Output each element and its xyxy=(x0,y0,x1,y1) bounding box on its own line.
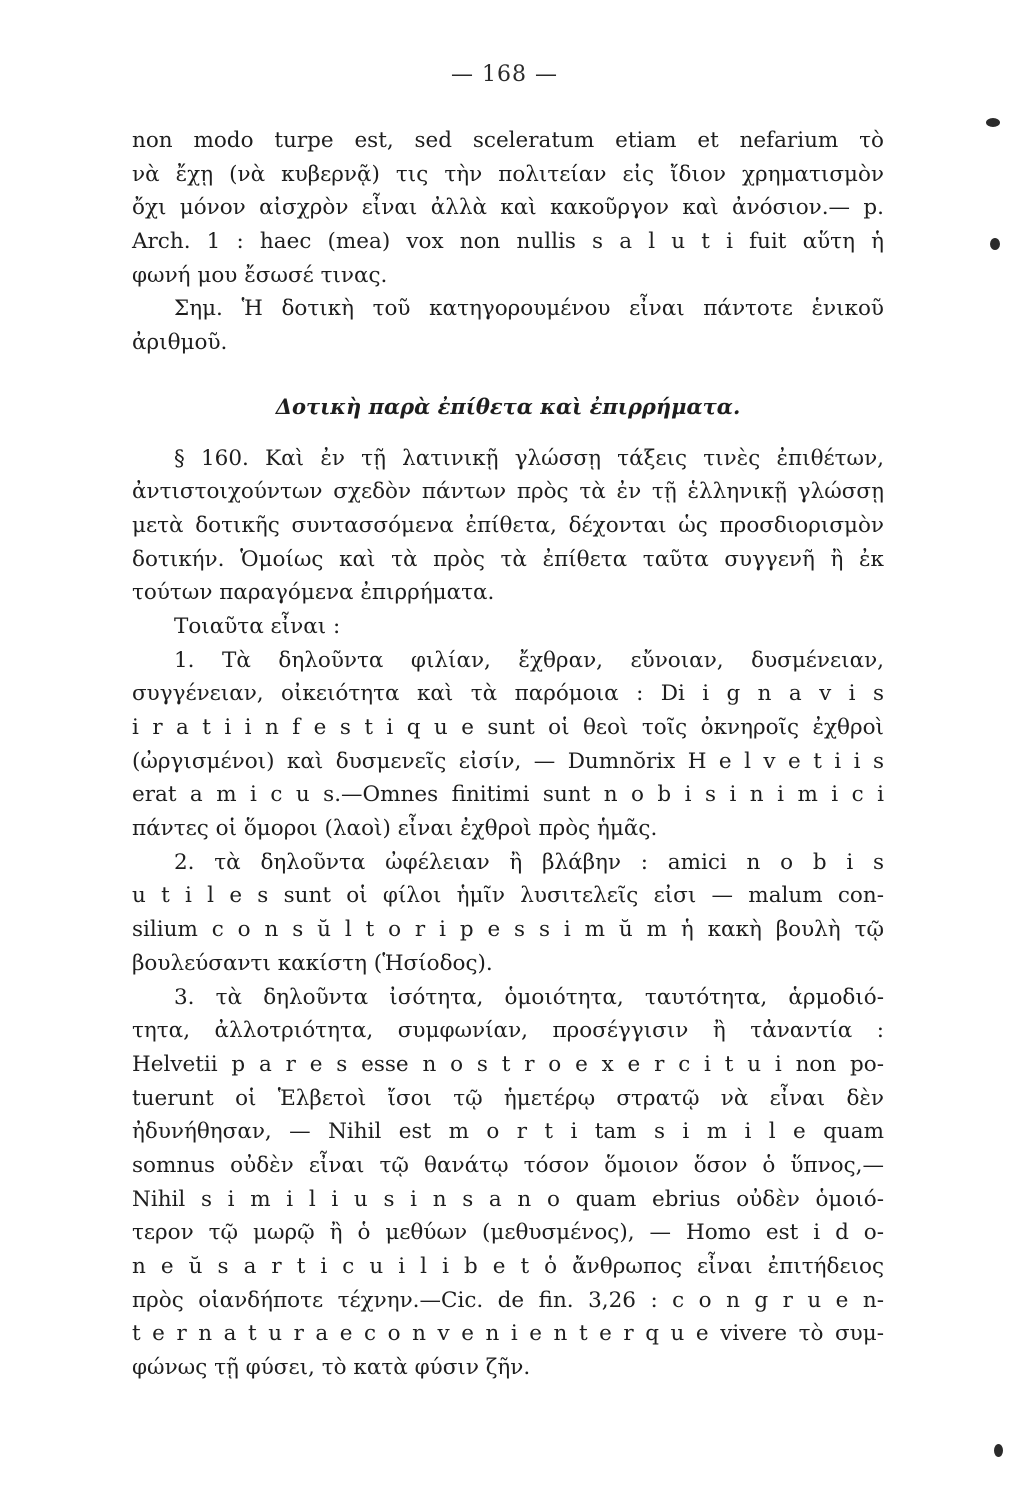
text-line: n e ŭ s a r t i c u i l i b e t ὁ ἄνθρωπος εἶναι ἐπιτήδειος xyxy=(132,1254,884,1279)
text-line: i r a t i i n f e s t i q u e sunt οἱ θεοὶ τοῖς ὀκνηροῖς ἐχθροὶ xyxy=(132,715,884,740)
text-line: δοτικήν. Ὁμοίως καὶ τὰ πρὸς τὰ ἐπίθετα ταῦτα συγγενῆ ἢ ἐκ xyxy=(132,546,884,572)
body-text xyxy=(132,124,884,1385)
scan-speck xyxy=(990,238,1000,250)
text-line: somnus οὐδὲν εἶναι τῷ θανάτῳ τόσον ὅμοιον ὅσον ὁ ὕπνος,— xyxy=(132,1152,884,1178)
text-line: ὄχι μόνον αἰσχρὸν εἶναι ἀλλὰ καὶ κακοῦργον καὶ ἀνόσιον.— p. xyxy=(132,195,884,221)
text-line: t e r n a t u r a e c o n v e n i e n t e r q u e vivere τὸ συμ- xyxy=(132,1321,884,1347)
text-line: συγγένειαν, οἰκειότητα καὶ τὰ παρόμοια : Di i g n a v i s xyxy=(132,681,884,707)
text-line: ἠδυνήθησαν, — Nihil est m o r t i tam s i m i l e quam xyxy=(132,1119,884,1145)
text-line: 3. τὰ δηλοῦντα ἰσότητα, ὁμοιότητα, ταυτότητα, ἁρμοδιό- xyxy=(174,984,884,1010)
scan-speck xyxy=(986,118,1000,127)
text-line: (ὠργισμένοι) καὶ δυσμενεῖς εἰσίν, — Dumnŏrix H e l v e t i i s xyxy=(132,748,884,774)
scan-speck xyxy=(994,1444,1003,1457)
text-line: φώνως τῇ φύσει, τὸ κατὰ φύσιν ζῆν. xyxy=(132,1355,531,1381)
text-line: § 160. Καὶ ἐν τῇ λατινικῇ γλώσσῃ τάξεις τινὲς ἐπιθέτων, xyxy=(174,445,884,471)
paragraph-gap xyxy=(132,424,884,442)
text-line: βουλεύσαντι κακίστη (Ἡσίοδος). xyxy=(132,950,493,976)
text-line: ἀντιστοιχούντων σχεδὸν πάντων πρὸς τὰ ἐν τῇ ἑλληνικῇ γλώσσῃ xyxy=(132,479,884,505)
text-line: Arch. 1 : haec (mea) vox non nullis s a l u t i fuit αὕτη ἡ xyxy=(132,229,884,255)
text-line: Τοιαῦτα εἶναι : xyxy=(174,613,341,639)
text-line: erat a m i c u s.—Omnes finitimi sunt n o b i s i n i m i c i xyxy=(132,782,884,808)
page-number: — 168 — xyxy=(451,62,558,87)
text-line: νὰ ἔχῃ (νὰ κυβερνᾷ) τις τὴν πολιτείαν εἰς ἴδιον χρηματισμὸν xyxy=(132,161,884,187)
text-line: τούτων παραγόμενα ἐπιρρήματα. xyxy=(132,580,495,606)
text-line: non modo turpe est, sed sceleratum etiam et nefarium τὸ xyxy=(132,128,884,153)
text-line: Nihil s i m i l i u s i n s a n o quam ebrius οὐδὲν ὁμοιό- xyxy=(132,1186,884,1212)
section-heading: Δοτικὴ παρὰ ἐπίθετα καὶ ἐπιρρήματα. xyxy=(275,393,741,419)
text-line: πρὸς οἱανδήποτε τέχνην.—Cic. de fin. 3,26 : c o n g r u e n- xyxy=(132,1287,884,1313)
text-line: ἀριθμοῦ. xyxy=(132,330,228,356)
text-line: Helvetii p a r e s esse n o s t r o e x e r c i t u i non po- xyxy=(132,1051,884,1077)
text-line: τητα, ἀλλοτριότητα, συμφωνίαν, προσέγγισιν ἢ τἀναντία : xyxy=(132,1018,884,1044)
text-line: 1. Τὰ δηλοῦντα φιλίαν, ἔχθραν, εὔνοιαν, δυσμένειαν, xyxy=(174,647,884,673)
text-line: tuerunt οἱ Ἑλβετοὶ ἴσοι τῷ ἡμετέρῳ στρατῷ νὰ εἶναι δὲν xyxy=(132,1085,884,1111)
text-line: Σημ. Ἡ δοτικὴ τοῦ κατηγορουμένου εἶναι πάντοτε ἑνικοῦ xyxy=(174,296,884,322)
text-line: 2. τὰ δηλοῦντα ὠφέλειαν ἢ βλάβην : amici n o b i s xyxy=(174,849,884,875)
text-line: τερον τῷ μωρῷ ἢ ὁ μεθύων (μεθυσμένος), — Homo est i d o- xyxy=(132,1220,884,1246)
text-line: φωνή μου ἔσωσέ τινας. xyxy=(132,262,388,288)
text-line: μετὰ δοτικῆς συντασσόμενα ἐπίθετα, δέχονται ὡς προσδιορισμὸν xyxy=(132,512,884,538)
paragraph-gap xyxy=(132,360,884,390)
text-line: πάντες οἱ ὅμοροι (λαοὶ) εἶναι ἐχθροὶ πρὸς ἡμᾶς. xyxy=(132,816,658,842)
text-line: u t i l e s sunt οἱ φίλοι ἡμῖν λυσιτελεῖς εἰσι — malum con- xyxy=(132,883,884,909)
text-line: silium c o n s ŭ l t o r i p e s s i m ŭ m ἡ κακὴ βουλὴ τῷ xyxy=(132,917,884,943)
